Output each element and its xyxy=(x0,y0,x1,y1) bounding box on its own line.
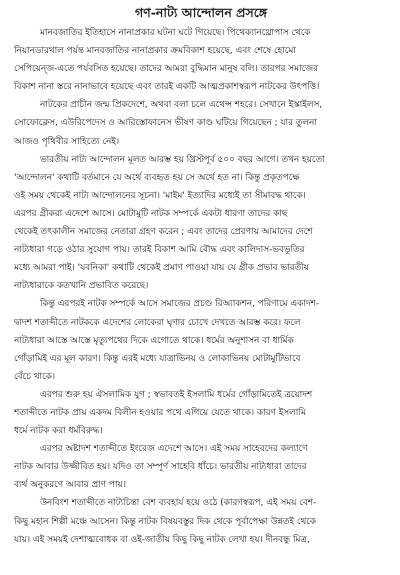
document-title: গণ-নাট্য আন্দোলন প্রসঙ্গে xyxy=(134,5,268,20)
paragraph xyxy=(14,386,388,440)
text-line: নাটকের প্রাচীন জন্ম প্রিকদেশে, অথবা বলা চলে এথেন্স শহরে। সেখানে ইস্কাইলস, xyxy=(40,100,323,111)
text-line: মানবজাতির ইতিহাসে নানাপ্রকার ঘটনা ঘটে গিয়েছে। পিথেক্যানথ্রোপাস থেকে xyxy=(40,28,311,38)
text-line: ব্যর্থ অনুকরণে আবার প্রাণ পায়। xyxy=(14,480,126,491)
text-line: নাট্যধারা আস্তে আস্তে মৃত্যুপথের দিকে এগোতে থাকে। ধর্মের অনুশাসন বা ধার্মিক xyxy=(14,335,294,346)
text-line: এরপর অষ্টাদশ শতাব্দীতে ইংরেজ এদেশে আসে। এই সময় সাহেবদের কল্যাণে xyxy=(40,444,308,455)
text-line: বিকাশ নানা স্তরে নানাভাবে হয়েছে এবং তারই একটি আত্মপ্রকাশস্বরূপ নাটকের উৎপত্তি। xyxy=(14,82,320,93)
paragraph xyxy=(14,440,388,494)
text-line: 'আন্দোলন' কথাটি বর্তমানে যে অর্থে ব্যবহৃত হয় সে অর্থে হত না। কিন্তু প্রকৃতপক্ষে xyxy=(14,172,300,183)
text-line: মধ্যে আমরা পাই। 'যবনিকা' কথাটি থেকেই প্রমাণ পাওয়া যায় যে গ্রীক প্রভাব ভারতীয় xyxy=(14,263,309,274)
text-line: থেকেই তৎকালীন সমাজের নেতারা গ্রহণ করেন ; এবং তাদের প্রেরণায় আমাদের দেশে xyxy=(14,227,313,238)
paragraph xyxy=(14,295,388,385)
text-line: যায়। এই সময়ই দেশাত্মবোধক বা ওই-জাতীয় কিছু কিছু নাটক লেখা হয়। দীনবন্ধু মিত্র, xyxy=(14,534,310,545)
text-line: কিছু মহান শিল্পী মঞ্চে আসেন। কিন্তু নাটক বিষয়বস্তুর দিক থেকে পূর্বাপেক্ষা উন্নতই থেকে xyxy=(14,516,316,527)
text-line: দ্বাদশ শতাব্দীতে নাটককে এদেশের লোকেরা ঘৃণার চোখে দেখতে আরম্ভ করে। ফলে xyxy=(14,317,301,328)
paragraph xyxy=(14,494,388,548)
text-line: নাট্যধারা গড়ে ওঠার সুযোগ পায়। তারই বিকাশ আমি বৌদ্ধ এবং কালিদাস-ভবভূতির xyxy=(14,245,305,256)
text-line: ভারতীয় নাট্য আন্দোলন মূলত আরম্ভ হয় খ্রিস্টপূর্ব ৫০০ বছর আগে। তখন হয়তো xyxy=(40,154,325,165)
text-line: শতাব্দীতে নাটক প্রায় একদম বিলীন হওয়ার পথে এগিয়ে যেতে থাকে। কারণ ইসলামি xyxy=(14,407,306,418)
text-line: গোঁড়ামিই এর মূল কারণ। কিন্তু এরই মধ্যে যাত্রাভিনয় ও লোকাভিনয় মোটামুটিভাবে xyxy=(14,353,301,364)
text-line: নাট্যধারাকে কতখানি প্রভাবিত করেছে। xyxy=(14,281,149,292)
text-line: সোফোক্লেস, এউরিপেদেস ও আরিস্তোফানেস ভীষণ কাণ্ড ঘটিয়ে গিয়েছেন ; যার তুলনা xyxy=(14,118,317,129)
text-line: ধর্মে নাটক করা ধর্মবিরুদ্ধ। xyxy=(14,426,103,437)
text-line: নিয়ানডারথাল পর্যন্ত মানবজাতির নানাপ্রকার ক্রমবিকাশ হয়েছে, এবং শেষে হোমো xyxy=(14,46,296,57)
paragraph xyxy=(14,96,388,150)
text-line: ওই সময় থেকেই নাট্য আন্দোলনের সূচনা। 'মাইম' ইত্যাদির মধ্যেই তা সীমাবদ্ধ থাকে। xyxy=(14,190,306,201)
text-line: উনবিংশ শতাব্দীতে নাট্যচিন্তা বেশ ব্যবহার্য হয়ে ওঠে (কারণস্বরূপ, এই সময় বেশ- xyxy=(40,498,317,509)
text-line: বেঁচে থাকে। xyxy=(14,371,55,382)
paragraph xyxy=(14,151,388,296)
text-line: আজও পৃথিবীর সাহিত্যে নেই। xyxy=(14,136,120,147)
text-line: এরপর গ্রীকরা এদেশে আসে। মোটামুটি নাটক সম্পর্কে একটা ধারণা তাদের কাছ xyxy=(14,208,288,219)
text-line: কিন্তু এরপরই নাটক সম্পর্কে আসে সমাজের প্রচণ্ড রিঅ্যাকশন, পরিণামে একাদশ- xyxy=(40,299,320,310)
text-line: নাটক আবার উজ্জীবিত হয়। যদিও তা সম্পূর্ণ সাহেবি ধাঁচে। ভারতীয় নাট্যধারা তাদের xyxy=(14,462,307,473)
text-line: এরপর শুরু হয় ঐসলামিক যুগ ; স্বভাবতই ইসলামি ধর্মের গোঁড়ামিতেই ত্রয়োদশ xyxy=(40,389,313,400)
text-line: সেপিয়েন্জ-এতে পর্যবসিত হয়েছে। তাদের আমরা বুদ্ধিমান মানুষ বলি। তারপর সমাজের xyxy=(14,64,318,75)
paragraph xyxy=(14,24,388,96)
document-body xyxy=(14,24,388,549)
